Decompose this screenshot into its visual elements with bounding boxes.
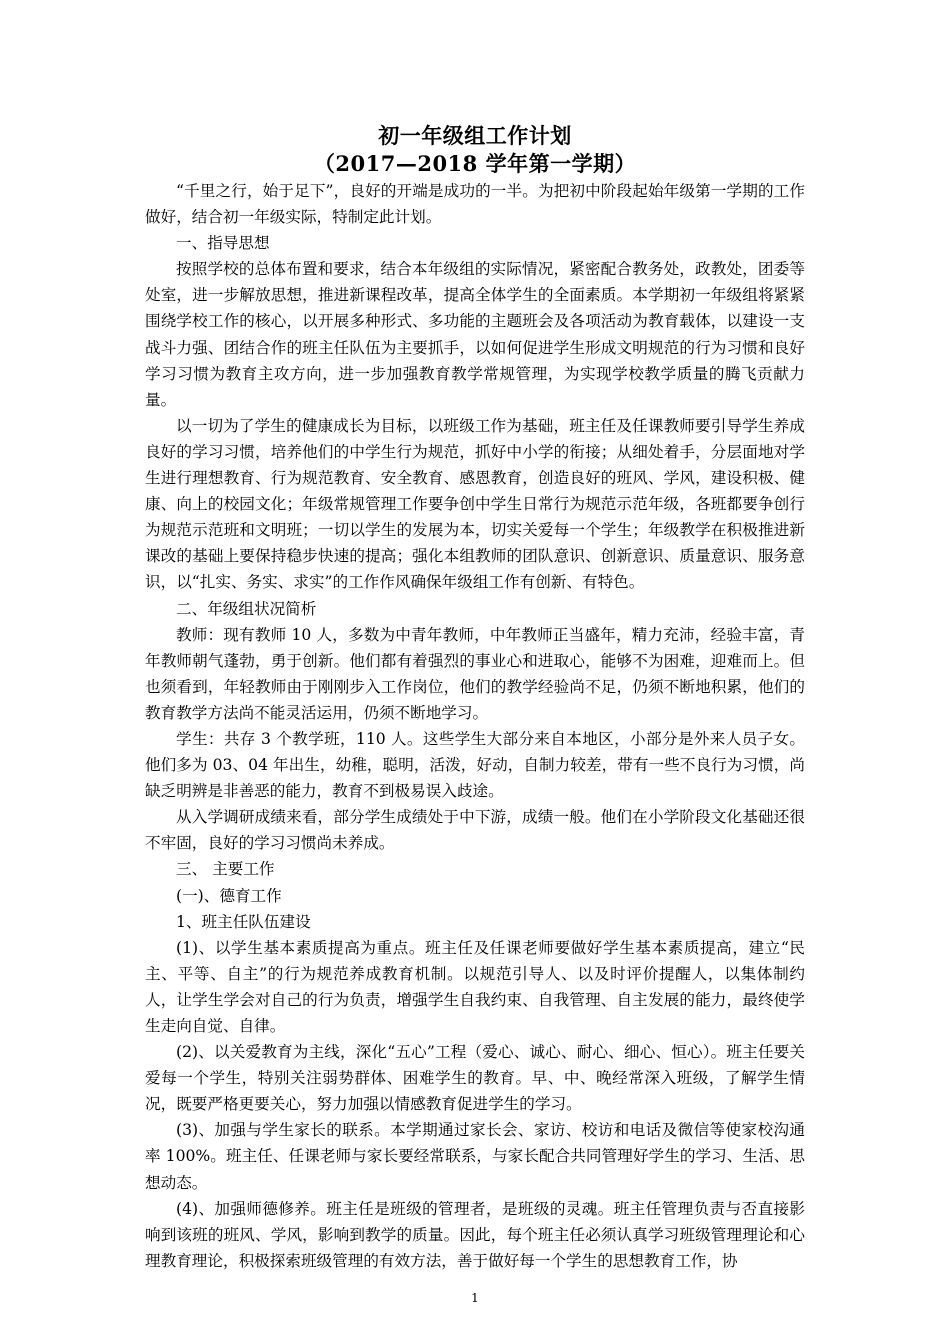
section-heading-grade-analysis: 二、年级组状况简析 — [176, 599, 317, 618]
paragraph: 按照学校的总体布置和要求，结合本年级组的实际情况，紧密配合教务处，政教处，团委等处室，进一步解放思想，推进新课程改革，提高全体学生的全面素质。本学期初一年级组将紧紧围绕学校工作的核心，以开展多种形式、多功能的主题班会及各项活动为教育载体，以建设一支战斗力强、团结合作的班主任队伍为主要抓手，以如何促进学生形成文明规范的行为习惯和良好学习习惯为教育主攻方向，进一步加强教育教学常规管理，为实现学校教学质量的腾飞贡献力量。 — [145, 260, 805, 409]
list-item-paragraph: (3)、加强与学生家长的联系。本学期通过家长会、家访、校访和电话及微信等使家校沟通率 100%。班主任、任课老师与家长要经常联系，与家长配合共同管理好学生的学习、生活、思想动态。 — [145, 1121, 805, 1192]
list-item-paragraph: (1)、以学生基本素质提高为重点。班主任及任课老师要做好学生基本素质提高，建立“民主、平等、自主”的行为规范养成教育机制。以规范引导人、以及时评价提醒人，以集体制约人，让学生学会对自己的行为负责，增强学生自我约束、自我管理、自主发展的能力，最终使学生走向自觉、自律。 — [145, 938, 805, 1035]
intro-paragraph: “千里之行，始于足下”，良好的开端是成功的一半。为把初中阶段起始年级第一学期的工作做好，结合初一年级实际，特制定此计划。 — [145, 182, 805, 227]
list-item-paragraph: (2)、以关爱教育为主线，深化“五心”工程（爱心、诚心、耐心、细心、恒心）。班主任要关爱每一个学生，特别关注弱势群体、困难学生的教育。早、中、晚经常深入班级，了解学生情况，既要严格更要关心，努力加强以情感教育促进学生的学习。 — [145, 1043, 805, 1114]
document-subtitle: （2017—2018 学年第一学期） — [313, 151, 637, 176]
paragraph: 以一切为了学生的健康成长为目标，以班级工作为基础，班主任及任课教师要引导学生养成良好的学习习惯，培养他们的中学生行为规范，抓好中小学的衔接；从细处着手，分层面地对学生进行理想教育、行为规范教育、安全教育、感恩教育，创造良好的班风、学风，建设积极、健康、向上的校园文化；年级常规管理工作要争创中学生日常行为规范示范年级，各班都要争创行为规范示范班和文明班；一切以学生的发展为本，切实关爱每一个学生；年级教学在积极推进新课改的基础上要保持稳步快速的提高；强化本组教师的团队意识、创新意识、质量意识、服务意识，以“扎实、务实、求实”的工作作风确保年级组工作有创新、有特色。 — [145, 416, 805, 592]
page-number: 1 — [471, 1291, 479, 1305]
paragraph: 从入学调研成绩来看，部分学生成绩处于中下游，成绩一般。他们在小学阶段文化基础还很不牢固，良好的学习习惯尚未养成。 — [145, 808, 805, 853]
list-item-paragraph: (4)、加强师德修养。班主任是班级的管理者，是班级的灵魂。班主任管理负责与否直接影响到该班的班风、学风，影响到教学的质量。因此，每个班主任必须认真学习班级管理理论和心理教育理论，积极探索班级管理的有效方法，善于做好每一个学生的思想教育工作，协 — [145, 1199, 805, 1270]
document-body — [145, 122, 805, 1274]
document-title: 初一年级组工作计划 — [378, 123, 572, 148]
section-heading-main-work: 三、 主要工作 — [176, 860, 275, 879]
subsection-heading-moral-education: (一)、德育工作 — [176, 886, 282, 905]
paragraph-students: 学生：共存 3 个教学班，110 人。这些学生大部分来自本地区，小部分是外来人员子女。他们多为 03、04 年出生，幼稚，聪明，活泼，好动，自制力较差，带有一些不良行为习惯，尚缺乏明辨是非善恶的能力，教育不到极易误入歧途。 — [145, 729, 805, 801]
paragraph-teachers: 教师：现有教师 10 人，多数为中青年教师，中年教师正当盛年，精力充沛，经验丰富，青年教师朝气蓬勃，勇于创新。他们都有着强烈的事业心和进取心，能够不为困难，迎难而上。但也须看到，年轻教师由于刚刚步入工作岗位，他们的教学经验尚不足，仍须不断地积累，他们的教育教学方法尚不能灵活运用，仍须不断地学习。 — [145, 625, 805, 722]
subsection-heading-head-teacher-team: 1、班主任队伍建设 — [176, 912, 311, 931]
section-heading-guiding-ideology: 一、指导思想 — [176, 234, 270, 253]
